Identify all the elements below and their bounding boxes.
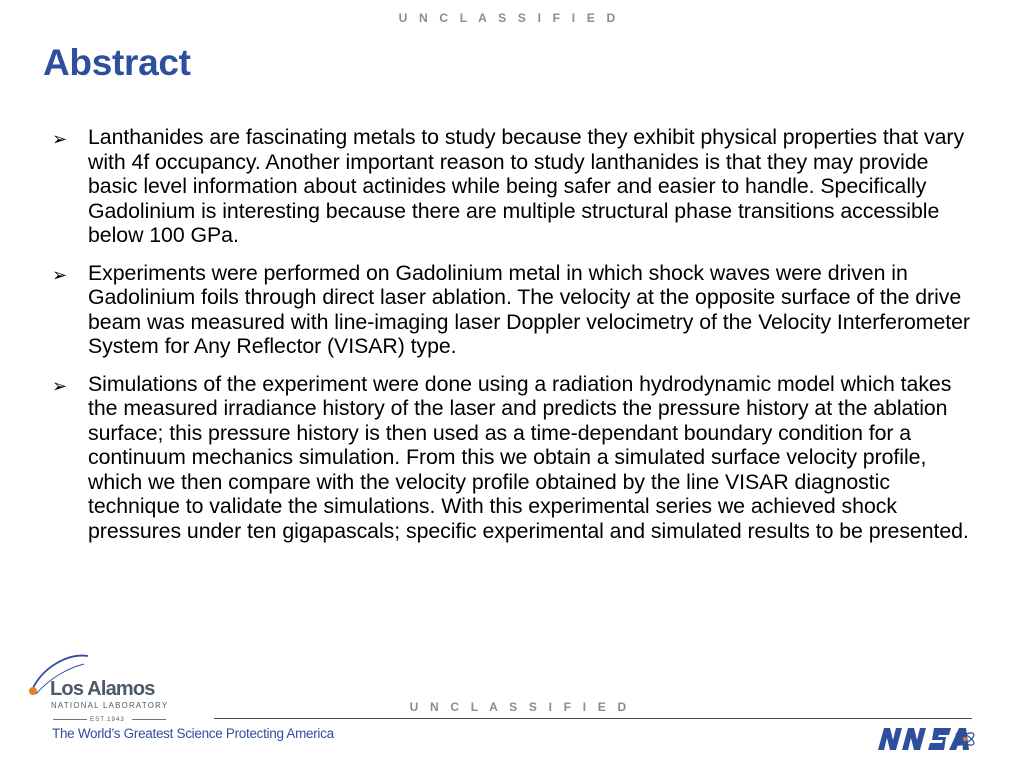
bullet-item [52,125,982,248]
arrow-bullet-icon: ➢ [52,375,68,396]
est-rule-left [53,719,87,720]
bullet-item [52,372,982,544]
bullet-text: Lanthanides are fascinating metals to study because they exhibit physical properties that vary with 4f occupancy. Another important reason to study lanthanides is that they may provide basic level information about actinides while being safer and easier to handle. Specifically Gadolinium is interesting because there are multiple structural phase transitions accessible below 100 GPa. [88,125,965,247]
bullet-item [52,261,982,359]
est-rule-right [132,719,166,720]
classification-banner-top: U N C L A S S I F I E D [398,11,620,25]
nnsa-logo-icon [872,726,977,752]
lanl-name: Los Alamos [50,678,155,700]
lanl-tagline: The World’s Greatest Science Protecting America [52,726,334,741]
arrow-bullet-icon: ➢ [52,129,68,149]
slide-title: Abstract [43,42,191,83]
bullet-text: Simulations of the experiment were done using a radiation hydrodynamic model which takes the measured irradiance history of the laser and predicts the pressure history at the ablation surface; this pressure history is then used as a time-dependant boundary condition for a continuum mechanics simulation. From this we obtain a simulated surface velocity profile, which we then compare with the velocity profile obtained by the line VISAR diagnostic technique to validate the simulations. With this experimental series we achieved shock pressures under ten gigapascals; specific experimental and simulated results to be presented. [88,371,969,543]
lanl-subtitle: NATIONAL LABORATORY [51,701,169,710]
classification-banner-bottom: U N C L A S S I F I E D [409,700,631,714]
bullet-text: Experiments were performed on Gadolinium metal in which shock waves were driven in Gadolinium foils through direct laser ablation. The velocity at the opposite surface of the drive beam was measured with line-imaging laser Doppler velocimetry of the Velocity Interferometer System for Any Reflector (VISAR) type. [88,260,970,358]
bullet-list [52,125,982,556]
footer-divider [214,718,972,719]
arrow-bullet-icon: ➢ [52,264,68,285]
lanl-est: EST.1943 [90,716,125,723]
